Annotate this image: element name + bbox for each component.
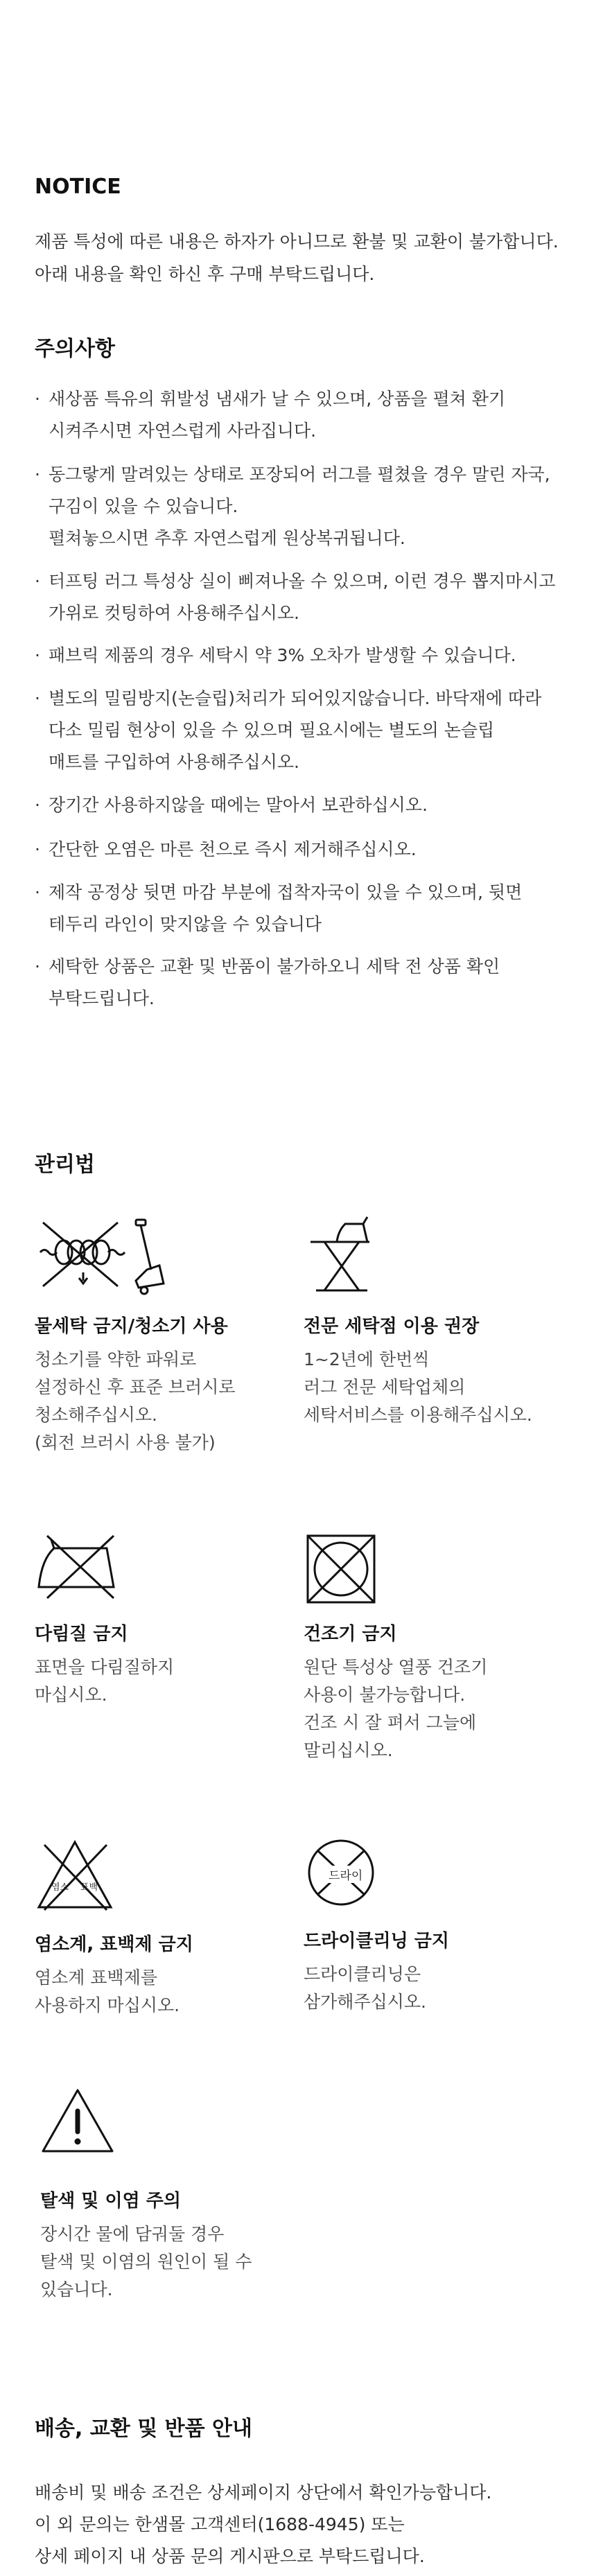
caution-item: · 터프팅 러그 특성상 실이 삐져나올 수 있으며, 이런 경우 뽑지마시고 가위로 컷팅하여 사용해주십시오. (35, 566, 582, 629)
no-wash-vacuum-icon (35, 1214, 166, 1297)
caution-item: · 새상품 특유의 휘발성 냄새가 날 수 있으며, 상품을 펼쳐 환기 시켜주시면 자연스럽게 사라집니다. (35, 383, 582, 447)
no-iron-icon (35, 1532, 125, 1608)
bullet: · (35, 882, 40, 902)
dry-clean-label: 드라이 (326, 1866, 365, 1883)
warning-icon (39, 2086, 116, 2155)
care-item-desc: 원단 특성상 열풍 건조기 사용이 불가능합니다. 건조 시 잘 펴서 그늘에 말리십시오. (304, 1657, 488, 1760)
bullet: · (35, 795, 40, 815)
care-item-desc: 장시간 물에 담궈둘 경우 탈색 및 이염의 원인이 될 수 있습니다. (40, 2224, 252, 2299)
care-item-desc: 청소기를 약한 파워로 설정하신 후 표준 브러시로 청소해주십시오. (회전 브러시 사용 불가) (35, 1349, 236, 1453)
caution-item: · 패브릭 제품의 경우 세탁시 약 3% 오차가 발생할 수 있습니다. (35, 640, 582, 672)
caution-item: · 동그랗게 말려있는 상태로 포장되어 러그를 펼쳤을 경우 말린 자국, 구김이 있을 수 있습니다. 펼쳐놓으시면 추후 자연스럽게 원상복귀됩니다. (35, 459, 582, 554)
notice-heading: NOTICE (35, 175, 121, 199)
shipping-text: 배송비 및 배송 조건은 상세페이지 상단에서 확인가능합니다. 이 외 문의는 한샘몰 고객센터(1688-4945) 또는 상세 페이지 내 상품 문의 게시판으로 부탁드립니다. (35, 2482, 492, 2566)
caution-item: · 제작 공정상 뒷면 마감 부분에 접착자국이 있을 수 있으며, 뒷면 테두리 라인이 맞지않을 수 있습니다 (35, 877, 582, 940)
bullet: · (35, 956, 40, 976)
bleach-label-bleach: 표백 (80, 1882, 98, 1893)
bullet: · (35, 464, 40, 484)
caution-item: · 장기간 사용하지않을 때에는 말아서 보관하십시오. (35, 789, 582, 821)
care-item-title: 전문 세탁점 이용 권장 (304, 1316, 480, 1337)
no-tumble-dry-icon (304, 1532, 380, 1608)
care-item-desc: 염소계 표백제를 사용하지 마십시오. (35, 1968, 180, 2015)
care-item-desc: 1~2년에 한번씩 러그 전문 세탁업체의 세탁서비스를 이용해주십시오. (304, 1349, 532, 1425)
care-heading: 관리법 (35, 1153, 95, 1177)
professional-cleaning-icon (304, 1214, 380, 1297)
no-dry-clean-icon (304, 1838, 381, 1907)
bullet: · (35, 839, 40, 859)
bullet: · (35, 688, 40, 708)
bullet: · (35, 571, 40, 591)
care-item-desc: 표면을 다림질하지 마십시오. (35, 1657, 175, 1705)
caution-heading: 주의사항 (35, 337, 115, 361)
care-item-title: 물세탁 금지/청소기 사용 (35, 1316, 228, 1337)
care-item-title: 탈색 및 이염 주의 (40, 2191, 181, 2211)
caution-item: · 세탁한 상품은 교환 및 반품이 불가하오니 세탁 전 상품 확인 부탁드립니다. (35, 951, 582, 1015)
caution-item: · 간단한 오염은 마른 천으로 즉시 제거해주십시오. (35, 834, 582, 866)
care-item-desc: 드라이클리닝은 삼가해주십시오. (304, 1964, 426, 2012)
shipping-heading: 배송, 교환 및 반품 안내 (35, 2417, 252, 2441)
care-item-title: 염소계, 표백제 금지 (35, 1934, 193, 1955)
bleach-label-chlorine: 염소 (51, 1882, 69, 1893)
care-item-title: 드라이클리닝 금지 (304, 1931, 449, 1952)
no-bleach-icon (35, 1838, 115, 1914)
bullet: · (35, 645, 40, 665)
care-item-title: 다림질 금지 (35, 1624, 128, 1645)
care-item-title: 건조기 금지 (304, 1624, 397, 1645)
notice-text: 제품 특성에 따른 내용은 하자가 아니므로 환불 및 교환이 불가합니다. 아래 내용을 확인 하신 후 구매 부탁드립니다. (35, 231, 559, 284)
bullet: · (35, 389, 40, 409)
caution-item: · 별도의 밀림방지(논슬립)처리가 되어있지않습니다. 바닥재에 따라 다소 밀림 현상이 있을 수 있으며 필요시에는 별도의 논슬립 매트를 구입하여 사용해주십시오. (35, 683, 582, 778)
